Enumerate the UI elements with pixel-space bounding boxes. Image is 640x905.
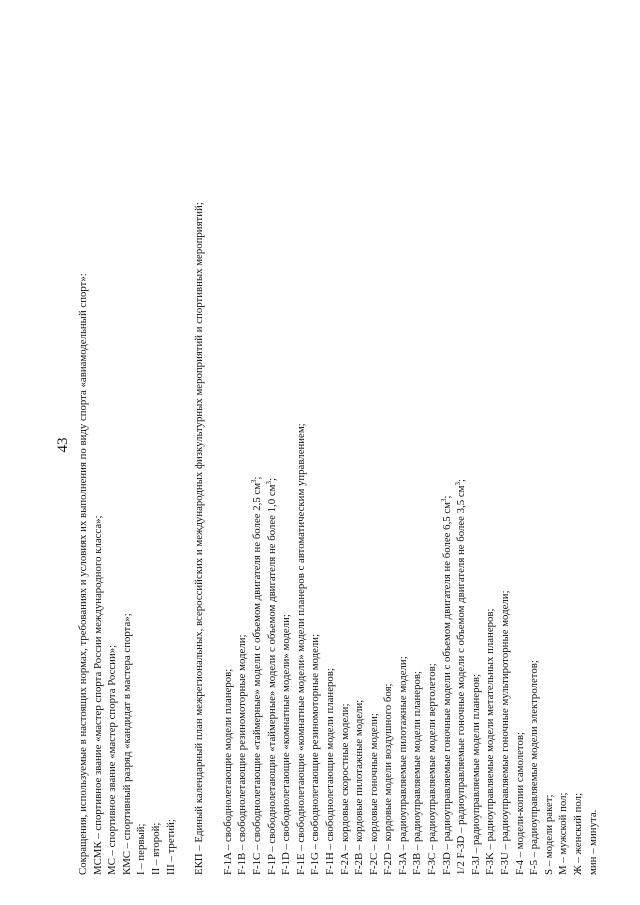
model-class-text: F-2D – кордовые модели воздушного боя; <box>382 683 395 875</box>
paragraph-gap <box>207 15 221 875</box>
model-class-line <box>556 15 571 875</box>
model-class-line <box>308 15 323 875</box>
line-end-punctuation: ; <box>455 479 468 482</box>
model-class-line <box>498 15 513 875</box>
model-class-line <box>586 15 601 875</box>
model-class-text: F-1D – свободнолетающие «комнатные модели» модели; <box>280 614 293 875</box>
model-class-text: F-5 – радиоуправляемые модели электролетов; <box>528 660 541 875</box>
rank-line: КМС – спортивный разряд «кандидат в мастера спорта»; <box>120 613 133 875</box>
line-end-punctuation: ; <box>250 476 263 480</box>
model-class-text: F-1C – свободнолетающие «таймерные» модели с объемом двигателя не более 2,5 см <box>250 482 263 875</box>
line-end-punctuation: ; <box>265 478 278 482</box>
model-class-line <box>294 15 309 875</box>
superscript: 3 <box>249 479 258 483</box>
rank-line: МСМК – спортивное звание «мастер спорта России международного класса»; <box>91 515 104 875</box>
rotated-content <box>54 15 614 875</box>
model-class-text: F-2A – кордовые скоростные модели; <box>338 703 351 875</box>
model-class-text: F-3J – радиоуправляемые модели планеров; <box>469 674 482 875</box>
rank-line: МС – спортивное звание «мастер спорта России»; <box>106 644 119 875</box>
model-class-line <box>235 15 250 875</box>
model-class-text: F-1H – свободнолетающие модели планеров; <box>323 668 336 875</box>
line-end-punctuation: ; <box>440 495 453 499</box>
intro-line: Сокращения, используемые в настоящих нормах, требованиях и условиях их выполнения по виду спорта «авиамодельный спорт»: <box>77 273 89 875</box>
abbreviations-text <box>76 15 600 875</box>
model-class-line <box>513 15 528 875</box>
model-class-line <box>279 15 294 875</box>
model-class-line <box>250 15 265 875</box>
model-class-text: F-3U – радиоуправляемые гоночные мультироторные модели; <box>499 590 512 875</box>
model-class-line <box>410 15 425 875</box>
superscript: 3 <box>264 481 273 485</box>
model-class-text: F-3D – радиоуправляемые гоночные модели с объемом двигателя не более 6,5 см <box>440 502 453 875</box>
rank-line: III – третий; <box>164 819 177 875</box>
model-class-text: 1/2 F-3D – радиоуправляемые гоночные модели с объемом двигателя не более 3,5 см <box>455 485 468 875</box>
model-classes-list <box>221 15 600 875</box>
model-class-text: мин – минута. <box>586 809 599 875</box>
model-class-line <box>396 15 411 875</box>
model-class-text: Ж – женский пол; <box>572 792 584 875</box>
ekp-line: ЕКП – Единый календарный план межрегиональных, всероссийских и международных физкультурных мероприятий и спортивных мероприятий; <box>193 202 206 875</box>
model-class-text: F-3B – радиоуправляемые модели планеров; <box>411 671 424 875</box>
model-class-text: F-2B – кордовые пилотажные модели; <box>353 699 366 875</box>
model-class-line <box>454 15 469 875</box>
model-class-line <box>352 15 367 875</box>
model-class-line <box>381 15 396 875</box>
model-class-line <box>221 15 236 875</box>
model-class-line <box>425 15 440 875</box>
superscript: 3 <box>439 498 448 502</box>
model-class-line <box>338 15 353 875</box>
rank-line: I – первый; <box>135 823 148 875</box>
model-class-text: F-1A – свободнолетающие модели планеров; <box>221 668 234 875</box>
model-class-text: F-1B – свободнолетающие резиномоторные модели; <box>236 634 249 875</box>
paragraph-gap <box>178 15 192 875</box>
page-number: 43 <box>55 437 71 453</box>
model-class-text: F-4 – модели-копии самолетов; <box>513 732 526 875</box>
model-class-text: М – мужской пол; <box>557 792 570 875</box>
model-class-line <box>440 15 455 875</box>
model-class-line <box>323 15 338 875</box>
model-class-text: S – модели ракет; <box>542 794 555 875</box>
model-class-line <box>483 15 498 875</box>
model-class-line <box>527 15 542 875</box>
model-class-text: F-3K – радиоуправляемые модели метательных планеров; <box>484 608 497 875</box>
model-class-text: F-3A – радиоуправляемые пилотажные модели; <box>396 656 409 875</box>
model-class-line <box>542 15 557 875</box>
superscript: 3 <box>454 482 463 486</box>
model-class-text: F-3C – радиоуправляемые модели вертолетов; <box>426 663 439 875</box>
model-class-line <box>469 15 484 875</box>
model-class-text: F-2C – кордовые гоночные модели; <box>367 713 380 875</box>
model-class-text: F-1E – свободнолетающие «комнатные модели» модели планеров с автоматическим управлением; <box>294 423 307 875</box>
model-class-line <box>367 15 382 875</box>
model-class-text: F-1P – свободнолетающие «таймерные» модели с объемом двигателя не более 1,0 см <box>265 484 278 875</box>
model-class-line <box>265 15 280 875</box>
model-class-text: F-1G – свободнолетающие резиномоторные модели; <box>309 633 322 875</box>
model-class-line <box>571 15 586 875</box>
rank-line: II – второй; <box>149 822 162 875</box>
